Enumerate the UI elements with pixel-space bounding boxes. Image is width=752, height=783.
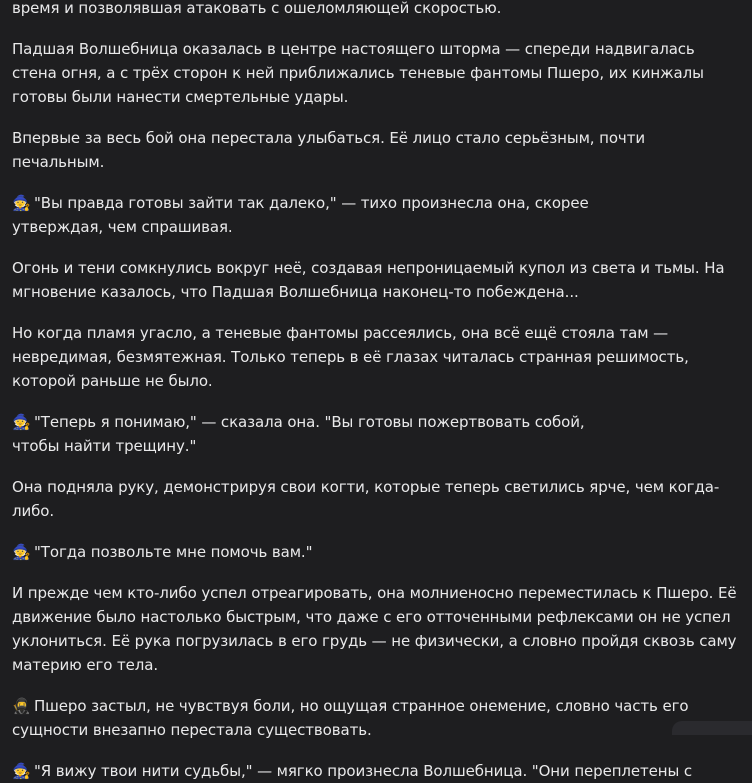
message-text: "Теперь я понимаю," — сказала она. "Вы готовы пожертвовать собой, чтобы найти трещину." bbox=[12, 413, 585, 455]
message-text: "Я вижу твои нити судьбы," — мягко произнесла Волшебница. "Они переплетены с bbox=[34, 762, 693, 780]
message-7 bbox=[12, 475, 740, 523]
message-4 bbox=[12, 256, 740, 304]
ninja-icon: 🥷 bbox=[12, 697, 31, 715]
wizard-icon: 🧙 bbox=[12, 543, 31, 561]
message-text: Она подняла руку, демонстрируя свои когти, которые теперь светились ярче, чем когда-либо. bbox=[12, 478, 720, 520]
message-9 bbox=[12, 581, 740, 677]
message-text: Падшая Волшебница оказалась в центре настоящего шторма — спереди надвигалась стена огня, а с трёх сторон к ней приближались теневые фантомы Пшеро, их кинжалы готовы были нанести смертельные удары. bbox=[12, 40, 704, 106]
message-text: И прежде чем кто-либо успел отреагировать, она молниеносно переместилась к Пшеро. Её движение было настолько быстрым, что даже с его отточенными рефлексами он не успел уклониться. Её рука погрузилась в его грудь — не физически, а словно пройдя сквозь саму материю его тела. bbox=[12, 584, 737, 674]
message-1 bbox=[12, 37, 740, 109]
message-text: Пшеро застыл, не чувствуя боли, но ощущая странное онемение, словно часть его сущности внезапно перестала существовать. bbox=[12, 697, 689, 739]
message-11 bbox=[12, 759, 740, 783]
message-text: Но когда пламя угасло, а теневые фантомы рассеялись, она всё ещё стояла там — невредимая, безмятежная. Только теперь в её глазах читалась странная решимость, которой раньше не было. bbox=[12, 324, 689, 390]
message-text: время и позволявшая атаковать с ошеломляющей скоростью. bbox=[12, 0, 502, 17]
wizard-icon: 🧙 bbox=[12, 762, 31, 780]
message-text: Огонь и тени сомкнулись вокруг неё, создавая непроницаемый купол из света и тьмы. На мгновение казалось, что Падшая Волшебница наконец-то побеждена... bbox=[12, 259, 725, 301]
message-8 bbox=[12, 540, 740, 564]
message-5 bbox=[12, 321, 740, 393]
wizard-icon: 🧙 bbox=[12, 413, 31, 431]
message-3 bbox=[12, 191, 682, 239]
message-text: "Вы правда готовы зайти так далеко," — тихо произнесла она, скорее утверждая, чем спрашивая. bbox=[12, 194, 589, 236]
message-6 bbox=[12, 410, 622, 458]
message-text: "Тогда позвольте мне помочь вам." bbox=[34, 543, 313, 561]
wizard-icon: 🧙 bbox=[12, 194, 31, 212]
message-text: Впервые за весь бой она перестала улыбаться. Её лицо стало серьёзным, почти печальным. bbox=[12, 129, 645, 171]
message-0 bbox=[12, 0, 740, 20]
message-2 bbox=[12, 126, 740, 174]
message-10 bbox=[12, 694, 692, 742]
